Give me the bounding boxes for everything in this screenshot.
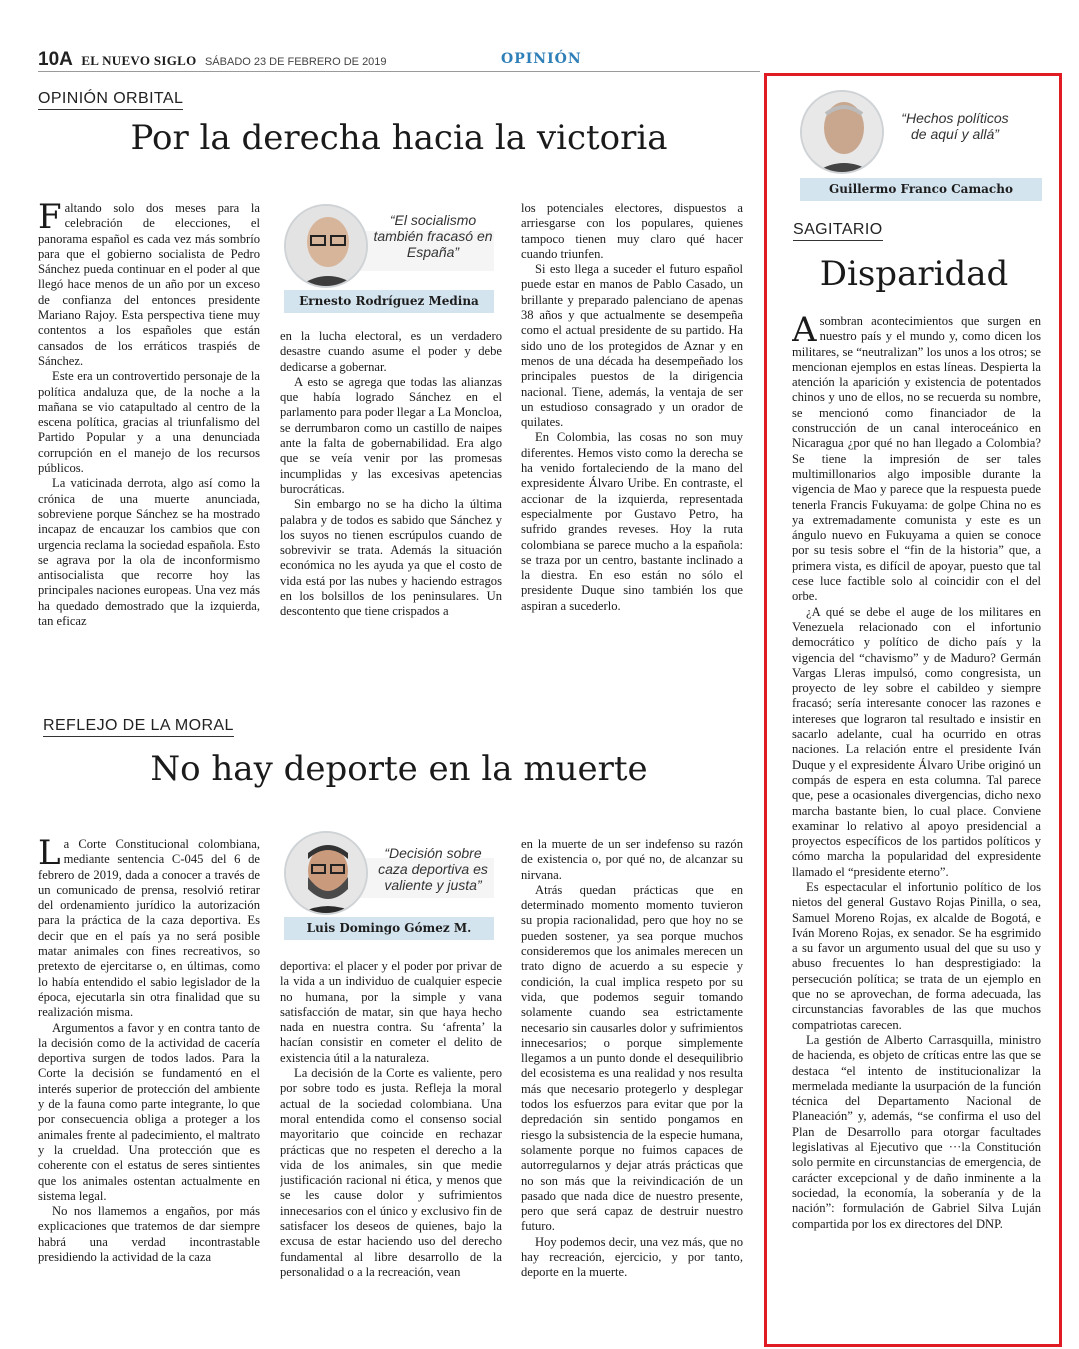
page-number: 10A (38, 49, 73, 70)
article1-paragraph: Este era un controvertido personaje de la política andaluza que, de la noche a la mañana se vio catapultado al centro de la escena política, gracias al triunfalismo del Partido Popular y a una denunciada corrupción en el manejo de los recursos públicos. (38, 369, 260, 476)
article2-dropcap: L (38, 837, 61, 873)
section-name: OPINIÓN (501, 51, 582, 67)
article2-paragraph: en la muerte de un ser indefenso su razón de existencia o, por qué no, de alcanzar su nirvana. (521, 837, 743, 882)
author-name: Ernesto Rodríguez Medina (284, 290, 494, 313)
article3-title: Disparidad (819, 254, 1009, 294)
author-name: Luis Domingo Gómez M. (284, 917, 494, 940)
article3-author-box (800, 90, 1042, 202)
author-quote: “El socialismo también fracasó en España” (373, 212, 493, 260)
header-rule (38, 71, 760, 72)
article2-column-1 (38, 837, 260, 1297)
article1-column-3 (521, 201, 743, 631)
article3-paragraph: La gestión de Alberto Carrasquilla, ministro de hacienda, es objeto de críticas entre las que se destaca “el intento de institucionalizar la mermelada mediante la usurpación de la función técnica del Departamento Nacional de Planeación” y, además, “se confirma el uso del Plan de Desarrollo para otorgar facultades legislativas al Ejecutivo que ···la Constitución solo permite en circunstancias de emergencia, de carácter excepcional y de daño inminente a la sociedad, la economía, la soberanía y de la nación”: formulación de Gabriel Silva Luján compartida por los ex directores del DNP. (792, 1032, 1041, 1231)
newspaper-name: EL NUEVO SIGLO (81, 53, 197, 68)
author-photo-icon (800, 90, 884, 174)
article2-column-3 (521, 837, 743, 1297)
author-name: Guillermo Franco Camacho (800, 178, 1042, 201)
author-photo-icon (284, 204, 368, 288)
article2-paragraph: No nos llamemos a engaños, por más explicaciones que tratemos de dar siempre habrá una verdad incontrastable presidiendo la actividad de la caza (38, 1204, 260, 1265)
article3-dropcap: A (792, 314, 817, 350)
article1-paragraph: A esto se agrega que todas las alianzas que había logrado Sánchez en el parlamento para poder llegar a La Moncloa, se derrumbaron como un castillo de naipes ante la falta de gobernabilidad. Era algo que se veía venir por las promesas incumplidas y las excesivas apetencias burocráticas. (280, 374, 502, 496)
author-photo-icon (284, 831, 368, 915)
article3-paragraph: sombran acontecimientos que surgen en nuestro país y el mundo y, como dicen los militares, se “neutralizan” los unos a los otros; se mencionan ejemplos en estas líneas. Despierta la atención la aparición y existencia de potentados chinos y uno de ellos, no se recuerda su nombre, se mencionó como financiador de la construcción de un canal interoceánico en Nicaragua ¿por qué no han llegado a Colombia? Se tiene la impresión de ser tales multimillonarios algo imposible durante la vigencia de Mao y parece que la respuesta puede tenerla Francis Fukuyama: de golpe China no es ya extremadamente comunista y este es un ángulo nuevo en Fukuyama a quien se conoce por su tesis sobre el “fin de la historia” que, a primera vista, es difícil de apoyar, puesto que tal cese luce factible solo al coincidir con el del orbe. (792, 314, 1041, 604)
author-quote: “Decisión sobre caza deportiva es valiente y justa” (378, 845, 488, 893)
article2-paragraph: a Corte Constitucional colombiana, mediante sentencia C-045 del 6 de febrero de 2019, dada a conocer a través de un comunicado de prensa, resolvió retirar del ordenamiento jurídico la autorización para la práctica de la caza deportiva. Es decir que en el país ya no será posible matar animales con fines recreativos, so pretexto de ejercitarse o, en últimas, como lo había entendido el sabio legislador de la época, ejecutarla sin otra finalidad que su realización misma. (38, 837, 260, 1020)
article2-paragraph: Hoy podemos decir, una vez más, que no hay recreación, ejercicio, y por tanto, deporte en la muerte. (521, 1234, 743, 1280)
article3-paragraph: ¿A qué se debe el auge de los militares en Venezuela relacionado con el infortunio democrático y político de dicho país y la vigencia del “chavismo” y de Maduro? Germán Vargas Lleras impulsó, como congresista, un proyecto de ley sobre el cabildeo y siempre fracasó; sería interesante conocer las razones e intereses que lograron tal resultado e insistir en sacarlo adelante, cual ha ocurrido en otras naciones. La relación entre el presidente Iván Duque y el expresidente Álvaro Uribe originó un compás de espera en esta columna. Tal parece que, pese a ocasionales divergencias, dicho nexo marcha bastante bien, lo cual place. Conviene examinar lo relativo al apoyo presidencial a proyectos específicos de los partidos políticos y cómo marcha la popularidad del expresidente llamado el “presidente eterno”. (792, 604, 1041, 879)
article2-paragraph: La decisión de la Corte es valiente, pero por sobre todo es justa. Refleja la moral actual de la sociedad colombiana. Una moral entendida como el consenso social mayoritario que coincide en rechazar prácticas que no respeten el derecho a la vida de los animales, sin que medie justificación racional ni ética, y menos que se les cause dolor y sufrimientos innecesarios con el único y exclusivo fin de satisfacer los deseos de quienes, bajo la excusa de estar haciendo uso del derecho fundamental al libre desarrollo de la personalidad o a la recreación, vean (280, 1066, 502, 1279)
article1-kicker: OPINIÓN ORBITAL (38, 90, 183, 110)
article2-kicker: REFLEJO DE LA MORAL (43, 717, 234, 737)
article2-paragraph: Argumentos a favor y en contra tanto de la decisión como de la actividad de cacería deportiva surgen de todos lados. Para la Corte la decisión se fundamentó en el interés superior de protección del ambiente y de la fauna como parte integrante, lo que por consecuencia obliga a proteger a los animales frente al padecimiento, el maltrato y la crueldad. Una protección que es coherente con el estatus de seres sintientes que los animales ostentan actualmente en sistema legal. (38, 1020, 260, 1203)
article1-paragraph: Sin embargo no se ha dicho la última palabra y de todos es sabido que Sánchez y los suyos no tienen escrúpulos cuando de sobrevivir se trata. Además la situación económica no les ayuda ya que el costo de vida está por las nubes y haciendo estragos en los bolsillos de los peninsulares. Un descontento que tiene crispados a (280, 497, 502, 619)
article1-paragraph: en la lucha electoral, es un verdadero desastre cuando asume el poder y debe dedicarse a gobernar. (280, 329, 502, 374)
article2-title: No hay deporte en la muerte (150, 749, 648, 789)
article1-paragraph: Si esto llega a suceder el futuro español puede estar en manos de Pablo Casado, un brillante y preparado palenciano de apenas 38 años y que actualmente se desempeña como el actual presidente de su partido. Ha sido uno de los protegidos de Aznar y en menos de una década ha desempeñado los principales puestos de la dirigencia nacional. Tiene, además, la ventaja de ser un estudioso consagrado y un orador de quilates. (521, 262, 743, 430)
article1-title: Por la derecha hacia la victoria (130, 118, 668, 158)
header-left (38, 49, 387, 71)
issue-date: SÁBADO 23 DE FEBRERO DE 2019 (204, 56, 387, 68)
article1-paragraph: altando solo dos meses para la celebración de elecciones, el panorama español es cada vez más sombrío para que el gobierno socialista de Pedro Sánchez pueda continuar en el poder al que llegó hace menos de un año por un exceso de confianza del entonces presidente Mariano Rajoy. Esta perspectiva tiene muy contentos a los españoles que están cansados de los erráticos traspiés de Sánchez. (38, 201, 260, 368)
article2-author-box (284, 831, 494, 941)
page-header (38, 47, 1060, 73)
article1-dropcap: F (38, 201, 62, 237)
article1-paragraph: La vaticinada derrota, algo así como la crónica de una muerte anunciada, sobreviene porque Sánchez se ha mostrado incapaz de encauzar los cambios que con urgencia reclama la sociedad española. Esto se agrava por la ola de inconformismo antisocialista que recorre hoy las principales naciones europeas. Una vez más ha quedado demostrado que la izquierda, tan eficaz (38, 476, 260, 629)
article1-column-2 (280, 329, 502, 631)
article2-paragraph: deportiva: el placer y el poder por privar de la vida a un individuo de cualquier especie no humana, por la simple y vana satisfacción de matar, sin que haya hecho nada en nuestra contra. Su ‘afrenta’ la hacían consistir en cometer el delito de existencia útil a la naturaleza. (280, 959, 502, 1065)
article1-column-1 (38, 201, 260, 631)
article2-paragraph: Atrás quedan prácticas que en determinado momento momento tuvieron su propia racionalidad, pero que hoy no se pueden sostener, ya sea porque muchos consideremos que los animales merecen un trato digno de acuerdo a su especie y condición, la cual implica respeto por su vida, que podemos seguir tomando solamente cuando sea estrictamente necesario sin causarles dolor y sufrimientos innecesarios; o porque simplemente llegamos a un punto donde el desequilibrio del ecosistema es una realidad y nos resulta más que necesario protegerlo y desplegar todos los esfuerzos para evitar que por la depredación sin sentido pongamos en riesgo la subsistencia de la especie humana, solamente porque no fuimos capaces de autorregularnos y dejar atrás prácticas que no son más que la reivindicación de un pasado que nada dice de nuestro presente, pero que será capaz de destruir nuestro futuro. (521, 882, 743, 1234)
article2-column-2 (280, 959, 502, 1297)
article1-paragraph: En Colombia, las cosas no son muy diferentes. Hemos visto como la derecha se ha venido fortaleciendo de la mano del expresidente Álvaro Uribe. En contraste, el accionar de la izquierda, representada especialmente por Gustavo Petro, ha sufrido grandes reveses. Hoy la ruta colombiana se parece mucho a la española: se traza por un centro, bastante inclinado a la diestra. En eso están no sólo el presidente Duque sino también los que aspiran a sucederlo. (521, 430, 743, 613)
author-quote: “Hechos políticos de aquí y allá” (901, 110, 1009, 142)
article3-kicker: SAGITARIO (793, 221, 883, 241)
article1-paragraph: los potenciales electores, dispuestos a arriesgarse con los populares, quienes tampoco tienen muy claro qué hacer cuando triunfen. (521, 201, 743, 261)
article3-paragraph: Es espectacular el infortunio político de los nietos del general Gustavo Rojas Pinilla, o sea, Samuel Moreno Rojas, ex alcalde de Bogotá, e Iván Moreno Rojas, ex senador. Se ha esgrimido a su favor un argumento usual del que su uso y abuso frecuentes lo han desprestigiado: la persecución política; se trata de un ejemplo en que no se aprovechan, de forma adecuada, las circunstancias favorables de las que muchos compatriotas carecen. (792, 879, 1041, 1032)
article3-column (792, 314, 1041, 1322)
article1-author-box (284, 204, 494, 314)
